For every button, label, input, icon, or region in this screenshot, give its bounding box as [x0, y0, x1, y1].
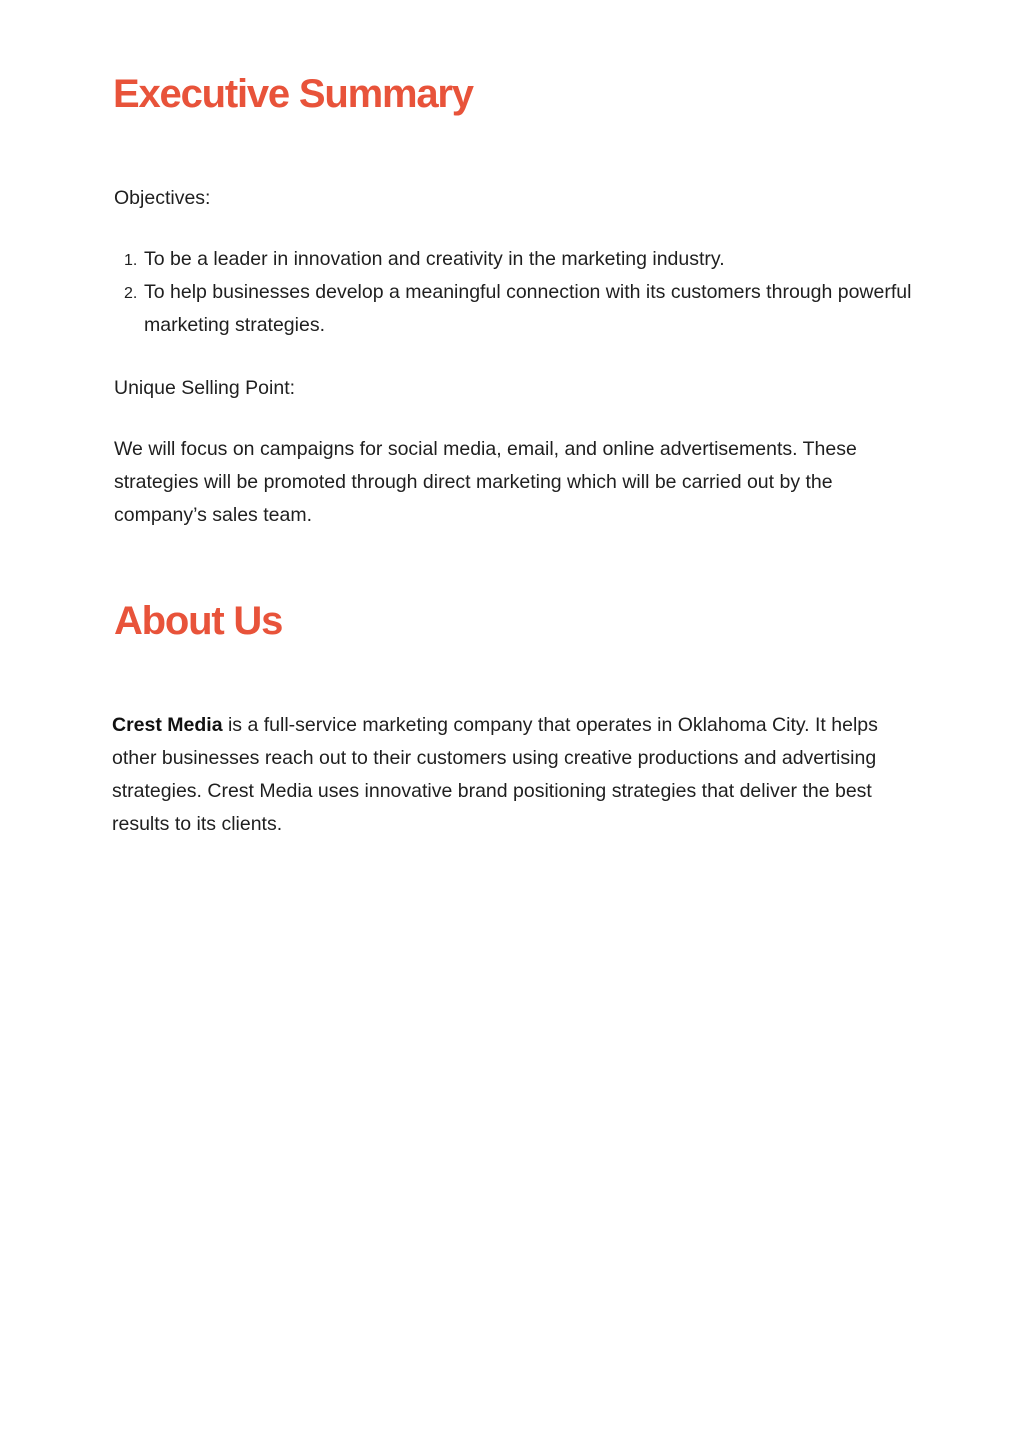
list-item-number: 1. [124, 252, 138, 269]
unique-selling-point-label: Unique Selling Point: [114, 377, 296, 399]
list-item [114, 243, 914, 276]
about-us-heading: About Us [114, 599, 283, 643]
objectives-list [114, 243, 914, 342]
executive-summary-heading: Executive Summary [113, 72, 473, 116]
list-item-text: To help businesses develop a meaningful connection with its customers through powerful marketing strategies. [144, 281, 912, 336]
list-item-text: To be a leader in innovation and creativity in the marketing industry. [144, 248, 725, 270]
list-item-number: 2. [124, 285, 138, 302]
list-item [114, 276, 914, 342]
objectives-label: Objectives: [114, 187, 211, 209]
company-name: Crest Media [112, 714, 223, 736]
about-us-text: is a full-service marketing company that operates in Oklahoma City. It helps other businesses reach out to their customers using creative productions and advertising strategies. Crest Media uses innovative brand positioning strategies that deliver the best results to its clients. [112, 714, 878, 835]
unique-selling-point-paragraph: We will focus on campaigns for social media, email, and online advertisements. These strategies will be promoted through direct marketing which will be carried out by the company’s sales team. [114, 438, 857, 526]
about-us-paragraph [112, 709, 912, 841]
